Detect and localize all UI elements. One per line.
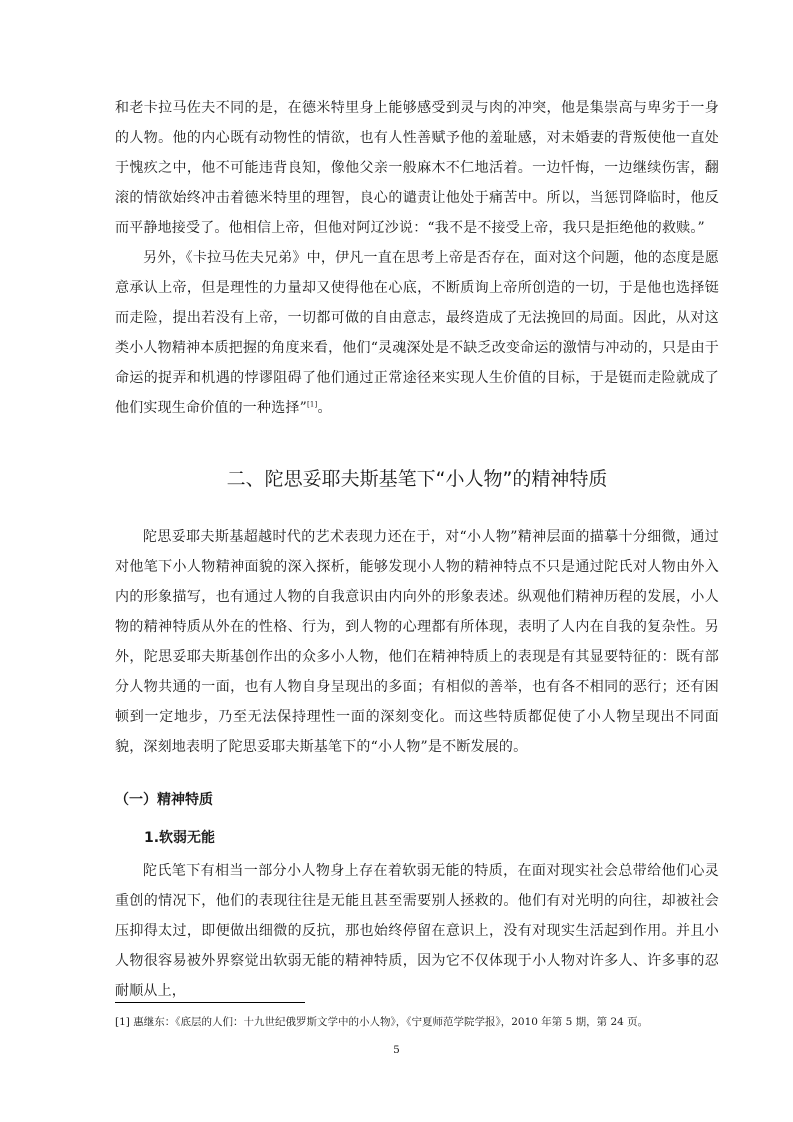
paragraph-text: 和老卡拉马佐夫不同的是，在德米特里身上能够感受到灵与肉的冲突，他是集崇高与卑劣于一身的人物。他的内心既有动物性的情欲，也有人性善赋予他的羞耻感，对未婚妻的背叛使他一直处于愧疚之中，他不可能违背良知，像他父亲一般麻木不仁地活着。一边忏悔，一边继续伤害，翻滚的情欲始终冲击着德米特里的理智，良心的谴责让他处于痛苦中。所以，当惩罚降临时，他反而平静地接受了。他相信上帝，但他对阿辽沙说：“我不是不接受上帝，我只是拒绝他的救赎。” <box>115 100 719 236</box>
paragraph-end-punct: 。 <box>317 400 332 416</box>
footnote-divider <box>115 1002 305 1003</box>
footnote-reference[interactable]: [1] <box>306 400 318 409</box>
body-paragraph-ivan <box>115 243 719 423</box>
paragraph-text: 陀思妥耶夫斯基超越时代的艺术表现力还在于，对“小人物”精神层面的描摹十分细微，通过对他笔下小人物精神面貌的深入探析，能够发现小人物的精神特点不只是通过陀氏对人物由外入内的形象描写，也有通过人物的自我意识由内向外的形象表述。纵观他们精神历程的发展，小人物的精神特质从外在的性格、行为，到人物的心理都有所体现，表明了人内在自我的复杂性。另外，陀思妥耶夫斯基创作出的众多小人物，他们在精神特质上的表现是有其显要特征的：既有部分人物共通的一面，也有人物自身呈现出的多面；有相似的善举，也有各不相同的恶行；还有困顿到一定地步，乃至无法保持理性一面的深刻变化。而这些特质都促使了小人物呈现出不同面貌，深刻地表明了陀思妥耶夫斯基笔下的“小人物”是不断发展的。 <box>115 529 719 755</box>
body-paragraph-dmitri <box>115 93 719 243</box>
subsubsection-heading: 1.软弱无能 <box>144 830 216 846</box>
section-heading: 二、陀思妥耶夫斯基笔下“小人物”的精神特质 <box>226 468 608 490</box>
body-paragraph-spirit <box>115 522 719 762</box>
body-paragraph-weakness <box>115 856 719 1006</box>
paragraph-text: 另外，《卡拉马佐夫兄弟》中，伊凡一直在思考上帝是否存在，面对这个问题，他的态度是愿意承认上帝，但是理性的力量却又使得他在心底，不断质询上帝所创造的一切，于是他也选择铤而走险，提出若没有上帝，一切都可做的自由意志，最终造成了无法挽回的局面。因此，从对这类小人物精神本质把握的角度来看，他们“灵魂深处是不缺乏改变命运的激情与冲动的，只是由于命运的捉弄和机遇的悖谬阻碍了他们通过正常途径来实现人生价值的目标，于是铤而走险就成了他们实现生命价值的一种选择” <box>115 250 719 416</box>
subsection-heading: （一）精神特质 <box>115 792 213 808</box>
page-number: 5 <box>393 1044 400 1056</box>
paragraph-text: 陀氏笔下有相当一部分小人物身上存在着软弱无能的特质，在面对现实社会总带给他们心灵重创的情况下，他们的表现往往是无能且甚至需要别人拯救的。他们有对光明的向往，却被社会压抑得太过，即便做出细微的反抗，那也始终停留在意识上，没有对现实生活起到作用。并且小人物很容易被外界察觉出软弱无能的精神特质，因为它不仅体现于小人物对许多人、许多事的忍耐顺从上， <box>115 863 719 999</box>
footnote: [1] 惠继东：《底层的人们：十九世纪俄罗斯文学中的小人物》，《宁夏师范学院学报》，2010 年第 5 期，第 24 页。 <box>115 1016 649 1028</box>
